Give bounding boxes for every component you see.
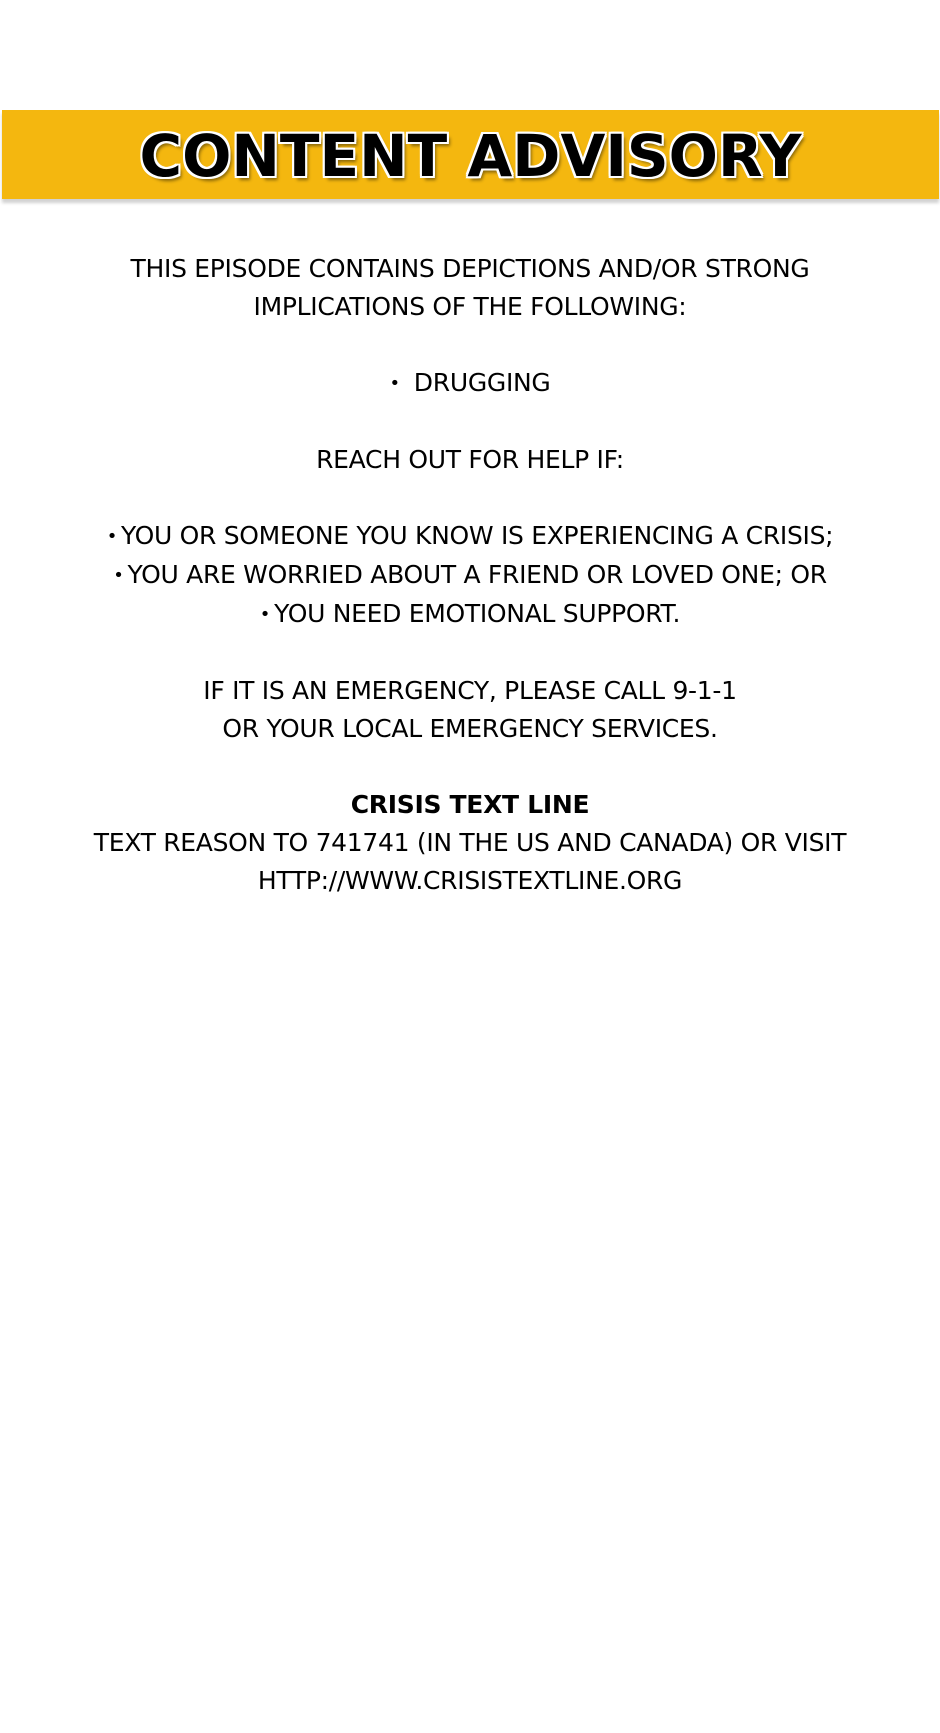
spacer	[0, 479, 940, 517]
help-item-label: YOU NEED EMOTIONAL SUPPORT.	[274, 599, 681, 628]
help-item-label: YOU ARE WORRIED ABOUT A FRIEND OR LOVED ONE; OR	[127, 560, 827, 589]
spacer	[0, 748, 940, 786]
warning-item	[0, 364, 940, 403]
crisis-website-link[interactable]: HTTP://WWW.CRISISTEXTLINE.ORG	[257, 866, 683, 895]
help-heading: REACH OUT FOR HELP IF:	[316, 445, 624, 474]
crisis-text-line-title: CRISIS TEXT LINE	[350, 790, 590, 819]
spacer	[0, 634, 940, 672]
advisory-content	[0, 250, 940, 900]
spacer	[0, 326, 940, 364]
emergency-line-1: IF IT IS AN EMERGENCY, PLEASE CALL 9-1-1	[203, 676, 737, 705]
help-item	[0, 595, 940, 634]
bullet-icon: •	[259, 604, 271, 625]
emergency-line-2: OR YOUR LOCAL EMERGENCY SERVICES.	[222, 714, 718, 743]
intro-line-2: IMPLICATIONS OF THE FOLLOWING:	[253, 292, 687, 321]
banner-title: CONTENT ADVISORY	[139, 121, 802, 190]
intro-line-1: THIS EPISODE CONTAINS DEPICTIONS AND/OR STRONG	[130, 254, 810, 283]
bullet-icon: •	[106, 526, 118, 547]
warning-item-label: DRUGGING	[413, 368, 551, 397]
spacer	[0, 403, 940, 441]
help-item	[0, 517, 940, 556]
content-advisory-banner	[2, 110, 939, 199]
help-item-label: YOU OR SOMEONE YOU KNOW IS EXPERIENCING A CRISIS;	[121, 521, 834, 550]
bullet-icon: •	[389, 373, 400, 394]
bullet-icon: •	[113, 565, 124, 586]
crisis-instructions: TEXT REASON TO 741741 (IN THE US AND CANADA) OR VISIT	[93, 828, 847, 857]
help-item	[0, 556, 940, 595]
